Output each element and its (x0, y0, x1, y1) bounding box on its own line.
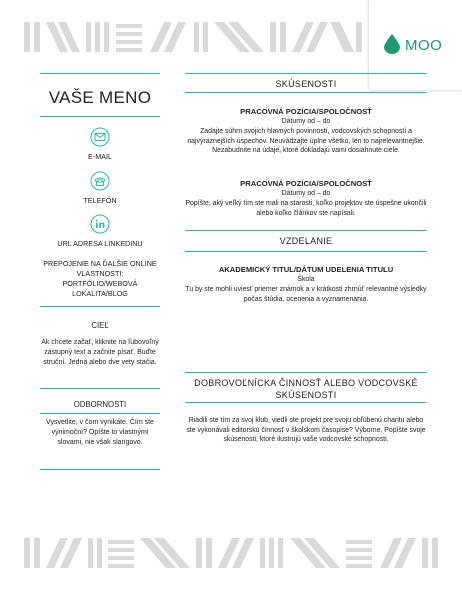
divider (185, 73, 427, 74)
email-icon (90, 127, 110, 147)
logo-box (369, 0, 462, 90)
divider (185, 92, 427, 93)
linkedin-label: URL ADRESA LINKEDINU (57, 239, 143, 248)
job-description: Popíšte, aký veľký tím ste mali na starosti, koľko projektov ste úspešne ukončili alebo koľko článkov ste napísali. (185, 200, 427, 217)
skills-title: ODBORNOSTI (73, 400, 127, 409)
degree-title: AKADEMICKÝ TITUL/DÁTUM UDELENIA TITULU (218, 265, 394, 274)
school-name: Škola (297, 276, 315, 283)
job-dates: Dátumy od – do (281, 190, 331, 197)
decorative-pattern-top (24, 22, 364, 52)
divider (40, 73, 160, 74)
job-title: PRACOVNÁ POZÍCIA/SPOLOČNOSŤ (240, 107, 372, 116)
divider (40, 306, 160, 307)
job-description: Zadajte súhrn svojich hlavných povinností, vodcovských schopností a najvýraznejších úspechov. Neuvádzajte úplne všetko, len to najrelevantnejšie. Nezabudnite na údaje, ktoré dokladajú vami dosiahnuté ciele. (187, 128, 425, 155)
objective-title: CIEĽ (91, 321, 109, 330)
linkedin-icon (90, 214, 110, 234)
drop-icon (384, 34, 400, 54)
decorative-pattern-bottom (24, 538, 438, 568)
divider (40, 388, 160, 389)
skills-text: Vysvetlite, v čom vynikáte. Čím ste výnimoční? Opíšte to vlastnými slovami, nie však slangovo. (46, 419, 154, 446)
volunteer-description: Riadili ste tím za svoj klub, viedli ste projekt pre svoju obľúbenú charitu alebo ste vykonávali editorskú činnosť v školskom časopise? Výborne. Popíšte svoje skúsenosti, ktoré ilustrujú vaše vodcovské schopnosti. (186, 417, 426, 444)
divider (40, 116, 160, 117)
other-profiles-label: PREPOJENIE NA ĎALŠIE ONLINE VLASTNOSTI: PORTFÓLIO/WEBOVÁ LOKALITA/BLOG (43, 259, 157, 298)
experience-title: SKÚSENOSTI (275, 79, 337, 89)
divider (185, 251, 427, 252)
divider (185, 230, 427, 231)
divider (40, 469, 160, 470)
divider (185, 372, 427, 373)
objective-text: Ak chcete začať, kliknite na ľubovoľný zástupný text a začnite písať. Buďte struční. Jedna alebo dve vety stačia. (41, 339, 159, 366)
phone-icon (90, 171, 110, 191)
divider (40, 413, 160, 414)
phone-label: TELEFÓN (83, 196, 117, 205)
education-description: Tu by ste mohli uviesť priemer známok a v krátkosti zhrnúť relevantné výsledky počas štúdia, ocenenia a vyznamenania. (185, 286, 427, 303)
education-title: VZDELANIE (279, 236, 333, 246)
divider (185, 402, 427, 403)
job-dates: Dátumy od – do (281, 118, 331, 125)
name-heading: VAŠE MENO (48, 88, 152, 107)
email-label: E-MAIL (88, 152, 112, 161)
volunteer-title: DOBROVOĽNÍCKA ČINNOSŤ ALEBO VODCOVSKÉ SKÚSENOSTI (194, 378, 418, 400)
job-title: PRACOVNÁ POZÍCIA/SPOLOČNOSŤ (240, 179, 372, 188)
logo-text: MOO (405, 37, 443, 54)
